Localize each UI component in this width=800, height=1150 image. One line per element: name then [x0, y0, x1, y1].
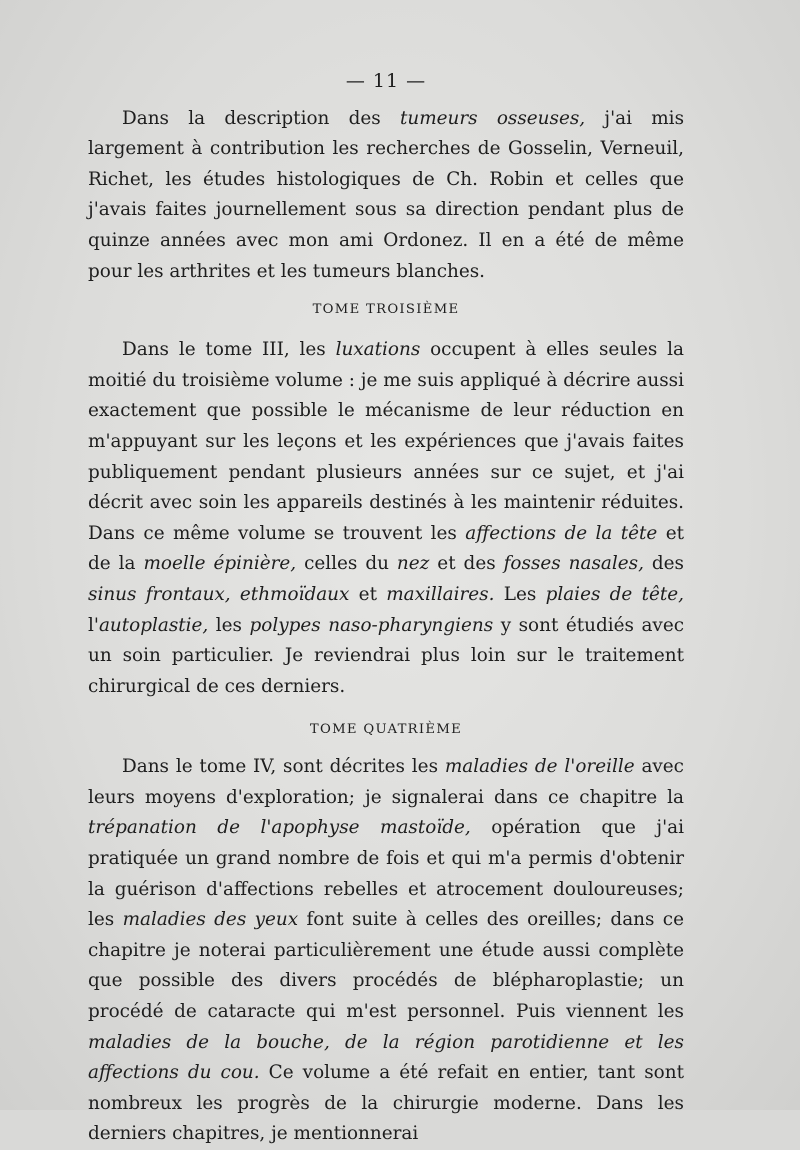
text-run: avec leurs moyens d'exploration; je signalerai dans ce chapitre la	[88, 756, 684, 808]
page-text-block	[88, 66, 684, 1150]
text-run: font suite à celles des oreilles; dans ce chapitre je noterai particulièrement une étude aussi complète que possible des divers procédés de blépharoplastie; un procédé de cataracte qui m'est personnel. Puis viennent les	[88, 909, 684, 1023]
text-run: Ce volume a été refait en entier, tant sont nombreux les progrès de la chirurgie moderne. Dans les derniers chapitres, je mentionnerai	[88, 1062, 684, 1145]
text-run: et de la	[88, 522, 684, 575]
italic-term: autoplastie,	[98, 614, 209, 636]
italic-term: maladies de l'oreille	[444, 756, 635, 778]
italic-term: moelle épinière,	[143, 553, 297, 575]
text-run: j'ai mis largement à contribution les recherches de Gosselin, Verneuil, Richet, les études histologiques de Ch. Robin et celles que j'avais faites journellement sous sa direction pendant plus de quinze années avec mon ami Ordonez. Il en a été de même pour les arthrites et les tumeurs blanches.	[88, 107, 685, 282]
text-run: opération que j'ai pratiquée un grand nombre de fois et qui m'a permis d'obtenir la guérison d'affections rebelles et atrocement douloureuses; les	[88, 817, 684, 931]
text-run: Dans la description des	[122, 107, 400, 129]
text-run: des	[643, 553, 684, 575]
italic-term: maladies des yeux	[122, 909, 299, 931]
section-heading-tome-troisieme: TOME TROISIÈME	[312, 302, 460, 318]
text-run: et	[349, 583, 387, 605]
text-run: Dans le tome IV, sont décrites les	[122, 756, 445, 778]
paragraph-tumeurs-osseuses	[88, 104, 684, 288]
italic-term: maxillaires.	[386, 583, 495, 605]
italic-term: luxations	[335, 339, 421, 361]
text-run: occupent à elles seules la moitié du troisième volume : je me suis appliqué à décrire aussi exactement que possible le mécanisme de leur réduction en m'appuyant sur les leçons et les expériences que j'avais faites publiquement pendant plusieurs années sur ce sujet, et j'ai décrit avec soin les appareils destinés à les maintenir réduites. Dans ce même volume se trouvent les	[88, 339, 684, 544]
text-run: les	[208, 614, 250, 636]
text-run: l'	[88, 614, 99, 636]
page-number: — 11 —	[345, 70, 427, 92]
text-run: celles du	[296, 553, 397, 575]
text-run: et des	[429, 553, 504, 575]
italic-term: polypes naso-pharyngiens	[249, 614, 494, 636]
italic-term: trépanation de l'apophyse mastoïde,	[88, 817, 471, 839]
italic-term: plaies de tête,	[545, 583, 684, 605]
text-run: y sont étudiés avec un soin particulier. Je reviendrai plus loin sur le traitement chirurgical de ces derniers.	[88, 614, 685, 697]
text-run: Les	[494, 583, 546, 605]
paragraph-tome-quatre	[88, 752, 684, 1150]
italic-term: affections de la tête	[465, 522, 658, 544]
text-run: Dans le tome III, les	[122, 339, 336, 361]
italic-term: tumeurs osseuses,	[399, 107, 586, 129]
italic-term: sinus frontaux, ethmoïdaux	[88, 583, 350, 605]
italic-term: nez	[396, 553, 430, 575]
italic-term: maladies de la bouche, de la région parotidienne et les affections du cou.	[88, 1031, 684, 1084]
paragraph-tome-trois	[88, 335, 684, 702]
section-heading-tome-quatrieme: TOME QUATRIÈME	[309, 722, 463, 738]
italic-term: fosses nasales,	[503, 553, 644, 575]
